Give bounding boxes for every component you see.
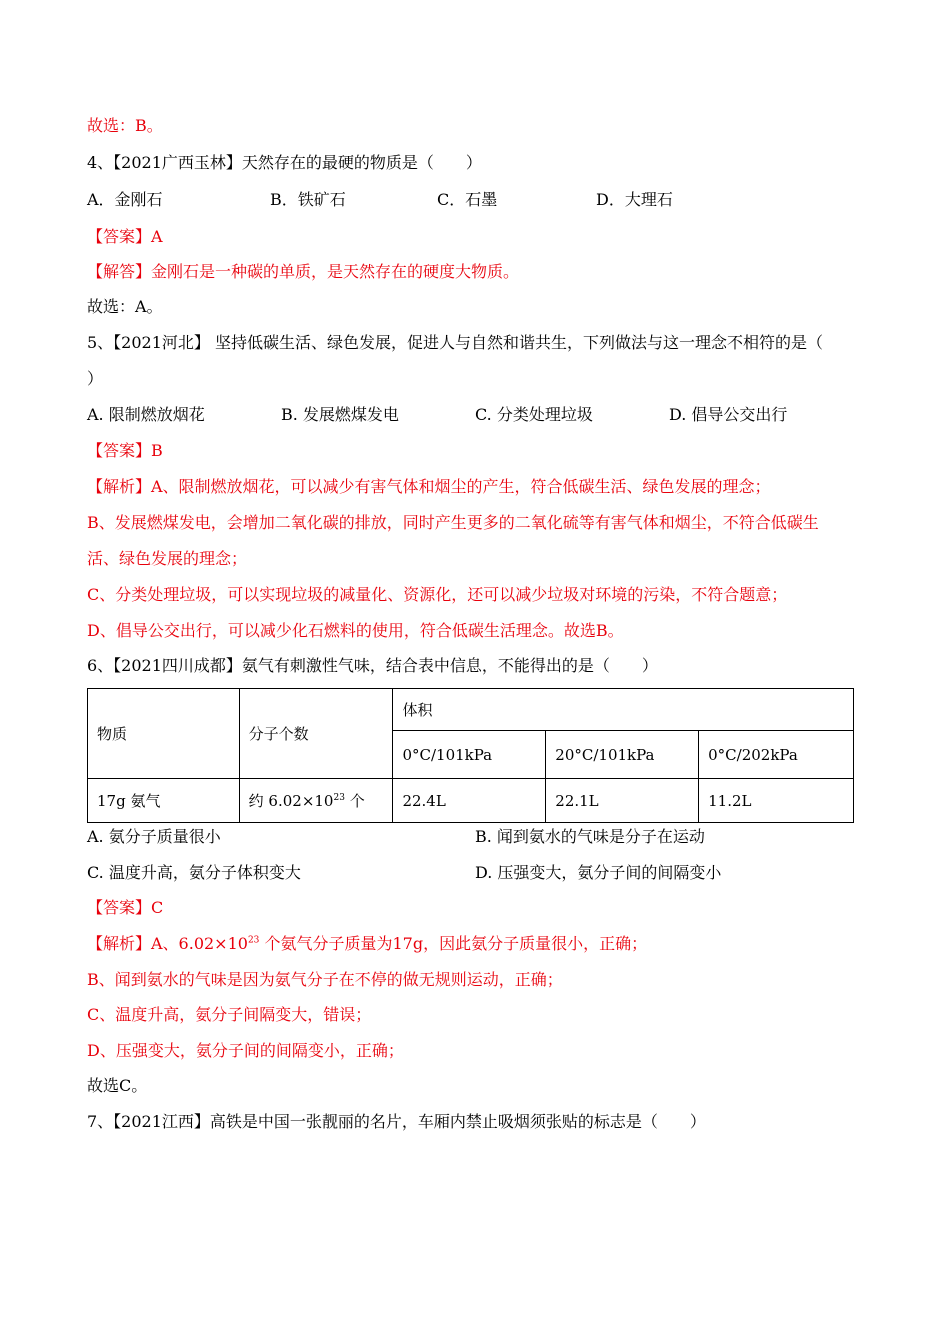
q5-analysis-a: 【解析】A、限制燃放烟花，可以减少有害气体和烟尘的产生，符合低碳生活、绿色发展的理念； <box>87 477 771 496</box>
table-row-substance: 17g 氨气 <box>88 779 240 823</box>
q6-option-b: B. 闻到氨水的气味是分子在运动 <box>475 827 705 846</box>
q4-option-a: A．金刚石 <box>87 190 163 209</box>
q6-analysis-d: D、压强变大，氨分子间的间隔变小，正确； <box>87 1041 404 1060</box>
count-exponent: 23 <box>333 793 345 803</box>
q4-option-d: D．大理石 <box>596 190 673 209</box>
table-volume-2: 22.1L <box>546 779 699 823</box>
q6-data-table <box>87 688 854 823</box>
q6-option-c: C. 温度升高，氨分子体积变大 <box>87 863 301 882</box>
table-condition-1: 0°C/101kPa <box>393 731 546 779</box>
q5-answer: 【答案】B <box>87 441 163 460</box>
q4-explanation: 【解答】金刚石是一种碳的单质，是天然存在的硬度大物质。 <box>87 262 520 281</box>
table-header-volume: 体积 <box>393 689 854 731</box>
table-condition-2: 20°C/101kPa <box>546 731 699 779</box>
q5-option-c: C. 分类处理垃圾 <box>475 405 593 424</box>
q6-final: 故选C。 <box>87 1076 148 1095</box>
q4-option-c: C．石墨 <box>437 190 498 209</box>
q4-stem: 4、【2021广西玉林】天然存在的最硬的物质是（ ） <box>87 153 482 172</box>
q6-answer: 【答案】C <box>87 898 164 917</box>
count-unit: 个 <box>344 792 365 810</box>
q6-option-d: D. 压强变大，氨分子间的间隔变小 <box>475 863 722 882</box>
table-volume-3: 11.2L <box>699 779 854 823</box>
table-header-substance: 物质 <box>88 689 240 779</box>
table-row-count <box>239 779 393 823</box>
q5-stem-line1: 5、【2021河北】 坚持低碳生活、绿色发展，促进人与自然和谐共生，下列做法与这一理念不相符的是（ <box>87 333 823 352</box>
q4-answer: 【答案】A <box>87 227 163 246</box>
analysis-a-pre: 【解析】A、6.02×10 <box>87 934 248 953</box>
prev-answer: 故选：B。 <box>87 116 163 135</box>
analysis-a-exponent: 23 <box>247 935 260 946</box>
q5-option-a: A. 限制燃放烟花 <box>87 405 205 424</box>
table-volume-1: 22.4L <box>393 779 546 823</box>
q7-stem: 7、【2021江西】高铁是中国一张靓丽的名片，车厢内禁止吸烟须张贴的标志是（ ） <box>87 1112 706 1131</box>
q4-final: 故选：A。 <box>87 297 163 316</box>
q5-analysis-b-cont: 活、绿色发展的理念； <box>87 549 248 568</box>
q6-option-a: A. 氨分子质量很小 <box>87 827 221 846</box>
q6-stem: 6、【2021四川成都】氨气有刺激性气味，结合表中信息，不能得出的是（ ） <box>87 656 658 675</box>
q4-option-b: B．铁矿石 <box>270 190 346 209</box>
q5-stem-line2: ） <box>87 369 104 388</box>
count-base: 约 6.02×10 <box>248 792 334 810</box>
q5-analysis-d: D、倡导公交出行，可以减少化石燃料的使用，符合低碳生活理念。故选B。 <box>87 621 624 640</box>
q5-analysis-b: B、发展燃煤发电，会增加二氧化碳的排放，同时产生更多的二氧化硫等有害气体和烟尘，不符合低碳生 <box>87 513 819 532</box>
q6-analysis-b: B、闻到氨水的气味是因为氨气分子在不停的做无规则运动，正确； <box>87 970 563 989</box>
q5-option-b: B. 发展燃煤发电 <box>281 405 399 424</box>
table-header-count: 分子个数 <box>239 689 393 779</box>
q5-option-d: D. 倡导公交出行 <box>669 405 788 424</box>
analysis-a-post: 个氨气分子质量为17g，因此氨分子质量很小，正确； <box>259 934 648 953</box>
table-condition-3: 0°C/202kPa <box>699 731 854 779</box>
q5-analysis-c: C、分类处理垃圾，可以实现垃圾的减量化、资源化，还可以减少垃圾对环境的污染，不符合题意； <box>87 585 788 604</box>
q6-analysis-c: C、温度升高，氨分子间隔变大，错误； <box>87 1005 372 1024</box>
q6-analysis-a <box>87 934 647 954</box>
